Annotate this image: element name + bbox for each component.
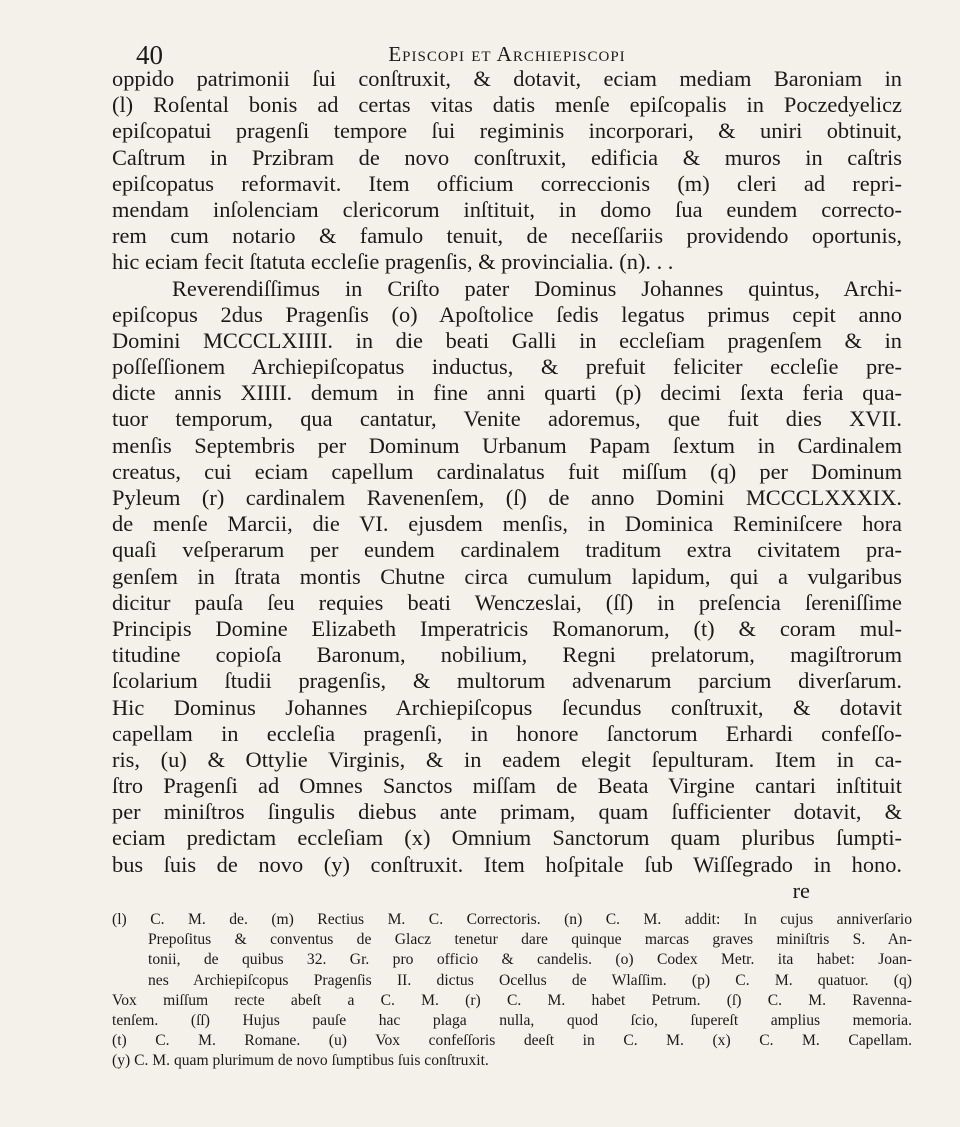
text-line: quaſi veſperarum per eundem cardinalem traditum extra civitatem pra- <box>112 537 902 563</box>
text-line: de menſe Marcii, die VI. ejusdem menſis, in Dominica Reminiſcere hora <box>112 511 902 537</box>
text-line: Caſtrum in Przibram de novo conſtruxit, edificia & muros in caſtris <box>112 144 902 170</box>
text-line: mendam inſolenciam clericorum inſtituit, in domo ſua eundem correcto- <box>112 196 902 222</box>
text-line: menſis Septembris per Dominum Urbanum Papam ſextum in Cardinalem <box>112 432 902 458</box>
page-number: 40 <box>136 40 163 70</box>
footnote-line: tenſem. (ſſ) Hujus pauſe hac plaga nulla, quod ſcio, ſupereſt amplius memoria. <box>112 1011 912 1029</box>
text-line: capellam in eccleſia pragenſi, in honore ſanctorum Erhardi confeſſo- <box>112 720 902 746</box>
text-line: dicte annis XIIII. demum in fine anni quarti (p) decimi ſexta feria qua- <box>112 380 902 406</box>
text-line: ſcolarium ſtudii pragenſis, & multorum advenarum parcium diverſarum. <box>112 668 902 694</box>
text-line: titudine copioſa Baronum, nobilium, Regni prelatorum, magiſtrorum <box>112 642 902 668</box>
main-text <box>112 66 902 904</box>
text-line: rem cum notario & famulo tenuit, de neceſſariis providendo oportunis, <box>112 223 902 249</box>
text-line: creatus, cui eciam capellum cardinalatus fuit miſſum (q) per Dominum <box>112 458 902 484</box>
running-title: Episcopi et Archiepiscopi <box>388 42 626 66</box>
footnote-line: (l) C. M. de. (m) Rectius M. C. Correctoris. (n) C. M. addit: In cujus anniverſario <box>112 911 912 928</box>
text-line: tuor temporum, qua cantatur, Venite adoremus, que fuit dies XVII. <box>112 406 902 432</box>
text-line: (l) Roſental bonis ad certas vitas datis menſe epiſcopalis in Poczedyelicz <box>112 92 902 118</box>
text-line: dicitur pauſa ſeu requies beati Wenczeslai, (ſſ) in preſencia ſereniſſime <box>112 589 902 615</box>
text-line: ris, (u) & Ottylie Virginis, & in eadem elegit ſepulturam. Item in ca- <box>112 746 902 772</box>
text-line: Pyleum (r) cardinalem Ravenenſem, (ſ) de anno Domini MCCCLXXXIX. <box>112 485 902 510</box>
text-line: Hic Dominus Johannes Archiepiſcopus ſecundus conſtruxit, & dotavit <box>112 694 902 720</box>
footnotes <box>112 910 912 1072</box>
text-line: epiſcopus 2dus Pragenſis (o) Apoſtolice ſedis legatus primus cepit anno <box>112 301 902 327</box>
footnote-line: Prepoſitus & conventus de Glacz tenetur dare quinque marcas graves miniſtris S. An- <box>148 931 912 949</box>
text-line: Domini MCCCLXIIII. in die beati Galli in eccleſiam pragenſem & in <box>112 327 902 353</box>
text-line: ſtro Pragenſi ad Omnes Sanctos miſſam de Beata Virgine cantari inſtituit <box>112 773 902 799</box>
catchword: re <box>792 877 810 903</box>
footnote-line: Vox miſſum recte abeſt a C. M. (r) C. M. habet Petrum. (ſ) C. M. Ravenna- <box>112 991 912 1009</box>
text-line: hic eciam fecit ſtatuta eccleſie pragenſis, & provincialia. (n). . . <box>112 249 674 275</box>
footnote-line: nes Archiepiſcopus Pragenſis II. dictus Ocellus de Wlaſſim. (p) C. M. quatuor. (q) <box>148 971 912 989</box>
footnote-line: tonii, de quibus 32. Gr. pro officio & candelis. (o) Codex Metr. ita habet: Joan- <box>148 951 912 969</box>
text-line: epiſcopatus reformavit. Item officium correccionis (m) cleri ad repri- <box>112 170 902 196</box>
text-line: bus ſuis de novo (y) conſtruxit. Item hoſpitale ſub Wiſſegrado in hono. <box>112 851 902 877</box>
footnote-line: (t) C. M. Romane. (u) Vox confeſſoris deeſt in C. M. (x) C. M. Capellam. <box>112 1032 912 1050</box>
text-line: Principis Domine Elizabeth Imperatricis Romanorum, (t) & coram mul- <box>112 615 902 641</box>
text-line: oppido patrimonii ſui conſtruxit, & dotavit, eciam mediam Baroniam in <box>112 66 902 91</box>
text-line: poſſeſſionem Archiepiſcopatus inductus, & prefuit feliciter eccleſie pre- <box>112 354 902 380</box>
paragraph-first-line: Reverendiſſimus in Criſto pater Dominus Johannes quintus, Archi- <box>172 275 902 301</box>
footnote-line: (y) C. M. quam plurimum de novo ſumptibus ſuis conſtruxit. <box>112 1052 489 1070</box>
text-line: per miniſtros ſingulis diebus ante primam, quam ſufficienter dotavit, & <box>112 799 902 825</box>
text-line: genſem in ſtrata montis Chutne circa cumulum lapidum, qui a vulgaribus <box>112 563 902 589</box>
text-line: epiſcopatui pragenſi tempore ſui regiminis incorporari, & uniri obtinuit, <box>112 118 902 144</box>
text-line: eciam predictam eccleſiam (x) Omnium Sanctorum quam pluribus ſumpti- <box>112 825 902 851</box>
